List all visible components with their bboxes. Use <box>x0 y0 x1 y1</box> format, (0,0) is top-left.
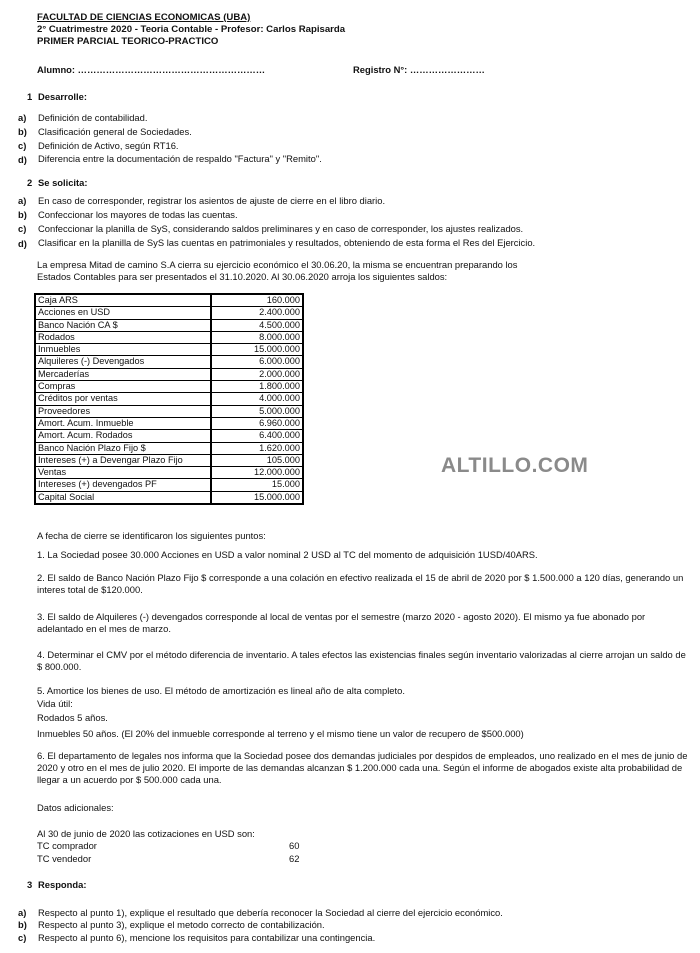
balance-row <box>35 467 303 479</box>
balance-amount: 15.000.000 <box>211 344 303 356</box>
balance-row <box>35 307 303 319</box>
balance-row <box>35 319 303 331</box>
balance-account: Mercaderías <box>35 368 211 380</box>
balance-row <box>35 491 303 504</box>
balance-amount: 5.000.000 <box>211 405 303 417</box>
section3-item: Respecto al punto 1), explique el resultado que debería reconocer la Sociedad al cierre del ejercicio económico. <box>38 907 503 918</box>
closing-point-2: 2. El saldo de Banco Nación Plazo Fijo $ corresponde a una colación en efectivo realizada el 15 de abril de 2020 por $ 1.500.000 a 120 días, generando un interes total de $120.000. <box>37 572 684 595</box>
balance-account: Proveedores <box>35 405 211 417</box>
balance-account: Banco Nación CA $ <box>35 319 211 331</box>
tc-comprador-label: TC comprador <box>37 840 97 851</box>
useful-life-label: Vida útil: <box>37 698 73 709</box>
balance-row <box>35 442 303 454</box>
balance-account: Amort. Acum. Rodados <box>35 430 211 442</box>
balance-amount: 6.400.000 <box>211 430 303 442</box>
tc-vendedor-label: TC vendedor <box>37 853 92 864</box>
useful-life-rodados: Rodados 5 años. <box>37 712 108 723</box>
balance-account: Intereses (+) a Devengar Plazo Fijo <box>35 454 211 466</box>
section2-item: Clasificar en la planilla de SyS las cuentas en patrimoniales y resultados, obteniendo de esta forma el Res del Ejercicio. <box>38 237 536 248</box>
additional-data-label: Datos adicionales: <box>37 802 114 813</box>
balance-amount: 6.000.000 <box>211 356 303 368</box>
balance-row <box>35 405 303 417</box>
useful-life-inmuebles: Inmuebles 50 años. (El 20% del inmueble corresponde al terreno y el mismo tiene un valor de recupero de $500.000) <box>37 728 524 739</box>
balance-row <box>35 417 303 429</box>
balance-row <box>35 331 303 343</box>
section2-item: Confeccionar los mayores de todas las cuentas. <box>38 209 238 220</box>
balance-account: Compras <box>35 381 211 393</box>
closing-point-3: 3. El saldo de Alquileres (-) devengados corresponde al local de ventas por el semestre (marzo 2020 - agosto 2020). El mismo ya fue abonado por adelantado en el mes de marzo. <box>37 611 646 634</box>
section3-item: Respecto al punto 3), explique el metodo correcto de contabilización. <box>38 919 325 930</box>
section1-item-letter: b) <box>18 126 27 137</box>
student-name-field: Alumno: …………………………………………………… <box>37 64 266 75</box>
student-registration-field: Registro N°: …………………… <box>353 64 485 75</box>
balance-row <box>35 430 303 442</box>
balance-amount: 1.800.000 <box>211 381 303 393</box>
closing-point-6: 6. El departamento de legales nos informa que la Sociedad posee dos demandas judiciales por despidos de empleados, uno realizado en el mes de junio de 2020 y otro en el mes de julio 2020. El importe de las demandas alcanzan $ 1.200.000 cada una. Según el informe de abogados existe alta probabilidad de llegar a un acuerdo por $ 500.000 cada una. <box>37 750 688 785</box>
balance-amount: 4.500.000 <box>211 319 303 331</box>
section3-number: 3 <box>27 879 33 890</box>
case-intro-line2: Estados Contables para ser presentados el 31.10.2020. Al 30.06.2020 arroja los siguientes saldos: <box>37 271 448 282</box>
balance-amount: 8.000.000 <box>211 331 303 343</box>
balance-amount: 2.000.000 <box>211 368 303 380</box>
balance-row <box>35 381 303 393</box>
balance-account: Inmuebles <box>35 344 211 356</box>
closing-point-4: 4. Determinar el CMV por el método diferencia de inventario. A tales efectos las existencias finales según inventario valorizadas al cierre arrojan un saldo de $ 800.000. <box>37 649 686 672</box>
section1-number: 1 <box>27 91 33 102</box>
section2-item: Confeccionar la planilla de SyS, considerando saldos preliminares y en caso de corresponder, los ajustes realizados. <box>38 223 524 234</box>
watermark: ALTILLO.COM <box>441 454 589 477</box>
section3-item: Respecto al punto 6), mencione los requisitos para contabilizar una contingencia. <box>38 932 376 943</box>
section3-title: Responda: <box>38 879 87 890</box>
balance-row <box>35 356 303 368</box>
section2-item-letter: b) <box>18 209 27 220</box>
balance-amount: 105.000 <box>211 454 303 466</box>
section1-item: Diferencia entre la documentación de respaldo "Factura" y "Remito". <box>38 153 322 164</box>
balance-row <box>35 294 303 307</box>
exchange-rates-intro: Al 30 de junio de 2020 las cotizaciones en USD son: <box>37 828 255 839</box>
section1-item: Definición de contabilidad. <box>38 112 148 123</box>
closing-intro: A fecha de cierre se identificaron los siguientes puntos: <box>37 530 266 541</box>
case-intro-line1: La empresa Mitad de camino S.A cierra su ejercicio económico el 30.06.20, la misma se encuentran preparando los <box>37 259 518 270</box>
balance-account: Banco Nación Plazo Fijo $ <box>35 442 211 454</box>
balance-account: Intereses (+) devengados PF <box>35 479 211 491</box>
balance-amount: 6.960.000 <box>211 417 303 429</box>
balance-account: Ventas <box>35 467 211 479</box>
header-institution: FACULTAD DE CIENCIAS ECONOMICAS (UBA) <box>37 12 251 23</box>
balance-account: Acciones en USD <box>35 307 211 319</box>
balance-row <box>35 344 303 356</box>
header-exam-title: PRIMER PARCIAL TEORICO-PRACTICO <box>37 36 219 47</box>
balance-amount: 4.000.000 <box>211 393 303 405</box>
balance-amount: 12.000.000 <box>211 467 303 479</box>
tc-comprador-value: 60 <box>289 840 300 851</box>
section3-item-letter: a) <box>18 907 27 918</box>
balance-amount: 1.620.000 <box>211 442 303 454</box>
balance-amount: 15.000.000 <box>211 491 303 504</box>
balance-row <box>35 454 303 466</box>
closing-point-5: 5. Amortice los bienes de uso. El método de amortización es lineal año de alta completo. <box>37 685 405 696</box>
section2-item-letter: d) <box>18 238 27 249</box>
section1-item-letter: c) <box>18 140 27 151</box>
balance-row <box>35 479 303 491</box>
balances-table <box>34 293 304 505</box>
section2-item-letter: a) <box>18 195 27 206</box>
balance-amount: 2.400.000 <box>211 307 303 319</box>
closing-point-1: 1. La Sociedad posee 30.000 Acciones en USD a valor nominal 2 USD al TC del momento de adquisición 1USD/40ARS. <box>37 549 538 560</box>
section1-item: Clasificación general de Sociedades. <box>38 126 192 137</box>
balance-amount: 160.000 <box>211 294 303 307</box>
header-course: 2° Cuatrimestre 2020 - Teoria Contable - Profesor: Carlos Rapisarda <box>37 24 346 35</box>
balance-account: Caja ARS <box>35 294 211 307</box>
section1-item: Definición de Activo, según RT16. <box>38 140 179 151</box>
balance-account: Amort. Acum. Inmueble <box>35 417 211 429</box>
balance-account: Rodados <box>35 331 211 343</box>
section1-item-letter: d) <box>18 154 27 165</box>
balance-row <box>35 393 303 405</box>
balance-account: Créditos por ventas <box>35 393 211 405</box>
section1-item-letter: a) <box>18 112 27 123</box>
section2-item-letter: c) <box>18 223 27 234</box>
section1-title: Desarrolle: <box>38 91 87 102</box>
section2-number: 2 <box>27 177 33 188</box>
balance-account: Alquileres (-) Devengados <box>35 356 211 368</box>
section3-item-letter: b) <box>18 919 27 930</box>
section2-item: En caso de corresponder, registrar los asientos de ajuste de cierre en el libro diario. <box>38 195 386 206</box>
balance-row <box>35 368 303 380</box>
section3-item-letter: c) <box>18 932 27 943</box>
section2-title: Se solicita: <box>38 177 88 188</box>
balance-amount: 15.000 <box>211 479 303 491</box>
tc-vendedor-value: 62 <box>289 853 300 864</box>
balance-account: Capital Social <box>35 491 211 504</box>
